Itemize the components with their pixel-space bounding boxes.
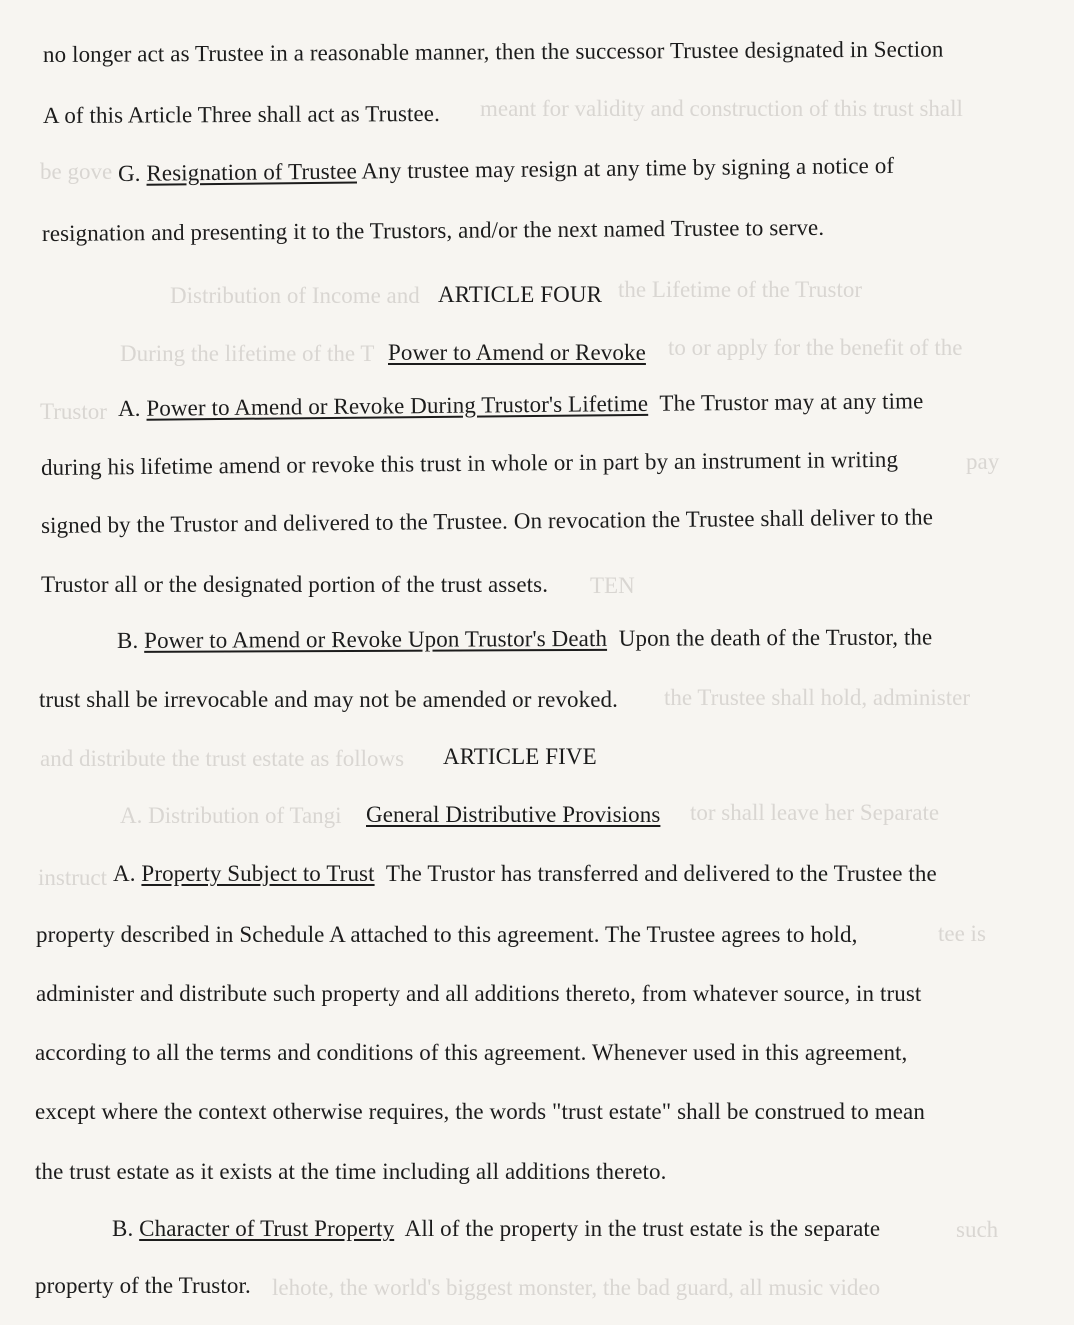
body-line [43, 100, 440, 130]
section-label: A. [113, 861, 136, 886]
bleed-through-text: lehote, the world's biggest monster, the bad guard, all music video [272, 1275, 881, 1300]
section-heading: Power to Amend or Revoke Upon Trustor's Death [144, 625, 608, 653]
article-five-title: ARTICLE FIVE [443, 744, 597, 769]
section-g-line [118, 152, 894, 188]
body-text: except where the context otherwise requires, the words "trust estate" shall be construed to mean [35, 1099, 925, 1124]
body-line [39, 686, 618, 714]
section-label: A. [117, 395, 141, 421]
section-label: B. [112, 1216, 134, 1241]
body-text: Upon the death of the Trustor, the [618, 624, 933, 651]
body-line [35, 1158, 666, 1186]
body-text: Trustor all or the designated portion of the trust assets. [41, 572, 549, 597]
bleed-through-text: pay [966, 449, 1000, 474]
bleed-through-text: instruct [38, 865, 107, 890]
bleed-through-text: Distribution of Income and [170, 283, 420, 308]
bleed-through-text: the Trustee shall hold, administer [664, 685, 971, 710]
body-line [41, 446, 898, 482]
body-text: property described in Schedule A attached to this agreement. The Trustee agrees to hold, [36, 922, 858, 947]
bleed-through-text: such [956, 1217, 999, 1242]
body-text: the trust estate as it exists at the time including all additions thereto. [35, 1159, 667, 1184]
body-text: no longer act as Trustee in a reasonable manner, then the successor Trustee designated in Section [42, 36, 944, 67]
body-text: The Trustor has transferred and delivered to the Trustee the [385, 861, 937, 886]
bleed-through-text: and distribute the trust estate as follows [40, 746, 405, 771]
bleed-through-text: to or apply for the benefit of the [668, 335, 963, 360]
section-a-line [113, 860, 937, 888]
bleed-through-text: TEN [590, 573, 635, 598]
section-label: G. [117, 160, 141, 186]
body-line [36, 980, 921, 1008]
article-four-title: ARTICLE FOUR [438, 282, 603, 307]
body-line [35, 1098, 925, 1126]
body-line [36, 921, 857, 949]
article-five-subtitle: General Distributive Provisions [366, 802, 661, 827]
body-text: The Trustor may at any time [659, 388, 924, 416]
body-text: during his lifetime amend or revoke this trust in whole or in part by an instrument in writing [40, 446, 899, 480]
body-line [41, 503, 933, 540]
article-title [438, 281, 602, 309]
body-text: trust shall be irrevocable and may not be amended or revoked. [39, 687, 618, 712]
bleed-through-text: tee is [938, 921, 986, 946]
body-text: according to all the terms and conditions of this agreement. Whenever used in this agreement, [35, 1040, 908, 1065]
body-text: signed by the Trustor and delivered to the Trustee. On revocation the Trustee shall deliver to the [40, 504, 934, 538]
bleed-through-text: tor shall leave her Separate [690, 800, 940, 825]
body-line [35, 1039, 907, 1067]
body-line [43, 35, 944, 69]
bleed-through-text: Trustor [40, 399, 107, 424]
article-subtitle [366, 801, 660, 829]
section-b-line [112, 1215, 880, 1243]
body-text: A of this Article Three shall act as Trustee. [42, 100, 440, 128]
bleed-through-text: the Lifetime of the Trustor [618, 277, 863, 302]
section-heading: Character of Trust Property [139, 1216, 395, 1241]
body-line [41, 571, 548, 599]
section-b-line [117, 623, 932, 655]
body-line [35, 1272, 251, 1300]
bleed-through-text: meant for validity and construction of this trust shall [480, 96, 963, 121]
section-heading: Power to Amend or Revoke During Trustor's Lifetime [146, 390, 649, 421]
article-four-subtitle: Power to Amend or Revoke [388, 340, 646, 365]
bleed-through-text: be gove [40, 159, 113, 184]
body-text: resignation and presenting it to the Trustors, and/or the next named Trustee to serve. [41, 214, 825, 246]
section-a-line [118, 387, 924, 423]
bleed-through-text: During the lifetime of the T [120, 341, 375, 366]
body-text: Any trustee may resign at any time by signing a notice of [361, 152, 895, 184]
section-heading: Property Subject to Trust [141, 861, 375, 886]
section-heading: Resignation of Trustee [146, 158, 358, 186]
body-text: administer and distribute such property and all additions thereto, from whatever source, in trust [36, 981, 922, 1006]
body-text: All of the property in the trust estate is the separate [404, 1216, 881, 1241]
section-label: B. [116, 627, 139, 653]
body-text: property of the Trustor. [35, 1273, 251, 1298]
body-line [42, 214, 824, 248]
bleed-through-text: A. Distribution of Tangi [120, 803, 342, 828]
article-title [443, 743, 597, 771]
article-subtitle [388, 339, 646, 367]
